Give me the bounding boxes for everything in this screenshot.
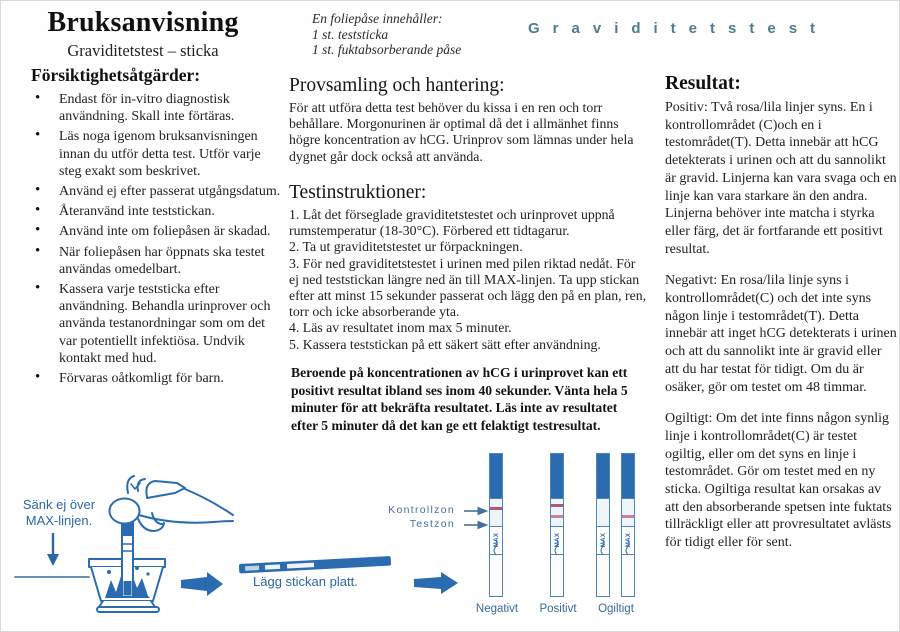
test-stick-invalid-blank <box>596 453 610 597</box>
stick-max-zone <box>622 527 634 555</box>
test-stick-positive <box>550 453 564 597</box>
max-label: MAX <box>492 532 500 548</box>
dip-instruction-label: Sänk ej över MAX-linjen. <box>22 497 96 528</box>
stick-tip <box>490 555 502 596</box>
zone-pointer-arrow-icon <box>464 508 487 529</box>
result-negative: Negativt: En rosa/lila linje syns i kontrollområdet(C) och det inte syns någon linje i testområdet(T). Detta innebär att inget hCG detekterats i urinen och att du sannolikt inte är gravid eller att du har testat för tidigt. Om du är osäker, gör om testet om 48 timmar. <box>665 273 897 395</box>
hand-illustration <box>110 476 234 531</box>
flat-stick-illustration <box>239 556 391 573</box>
flat-instruction-label: Lägg stickan platt. <box>253 574 358 589</box>
package-contents-line: En foliepåse innehåller: <box>312 11 443 26</box>
list-item: • Använd inte om foliepåsen är skadad. <box>35 222 271 240</box>
sampling-heading: Provsamling och hantering: <box>289 75 505 96</box>
package-contents-note <box>312 11 542 58</box>
bullet-icon: • <box>35 127 41 144</box>
control-line <box>490 507 502 510</box>
instruction-step: 2. Ta ut graviditetstestet ur förpackningen. <box>289 239 523 255</box>
instruction-step: 1. Låt det förseglade graviditetstestet och urinprovet uppnå rumstemperatur (18-30°C). Förbered ett tidtagarur. <box>289 207 615 239</box>
right-arrow-icon <box>181 572 223 596</box>
stick-handle <box>597 454 609 499</box>
dip-procedure-illustration <box>1 431 681 632</box>
list-item: • Läs noga igenom bruksanvisningen innan du utför detta test. Utför varje steg exakt som beskrivet. <box>35 127 261 179</box>
instruction-step: 5. Kassera teststickan på ett säkert sätt efter användning. <box>289 336 601 352</box>
list-item: • Förvaras oåtkomligt för barn. <box>35 369 224 387</box>
stick-window <box>551 499 563 527</box>
result-positive: Positiv: Två rosa/lila linjer syns. En i kontrollområdet (C)och en i testområdet(T). Detta innebär att hCG detekterats i urinen och att du sannolikt är gravid. Linjerna kan vara svaga och en linje kan vara starkare än den andra. Linjerna behöver inte matcha i styrka eller färg, det är fortfarande ett positivt resultat. <box>665 100 897 257</box>
sampling-body: För att utföra detta test behöver du kissa i en ren och torr behållare. Morgonurinen är optimal då det i allmänhet finns högre koncentration av hCG. Urinprov som lämnas under hela dygnet går dock också att använda. <box>289 100 634 164</box>
wick-squiggle-icon <box>623 540 632 554</box>
list-item: • Endast för in-vitro diagnostisk användning. Skall inte förtäras. <box>35 90 235 125</box>
test-zone-label: Testzon <box>409 518 455 530</box>
instructions-heading: Testinstruktioner: <box>289 182 427 203</box>
stick-max-zone <box>551 527 563 555</box>
bullet-icon: • <box>35 202 41 219</box>
max-label: MAX <box>553 532 561 548</box>
wick-squiggle-icon <box>598 540 607 554</box>
bullet-icon: • <box>35 182 41 199</box>
control-zone-label: Kontrollzon <box>388 504 455 516</box>
bullet-icon: • <box>35 369 41 386</box>
bullet-icon: • <box>35 90 41 106</box>
instructions-section <box>289 182 647 353</box>
bullet-icon: • <box>35 242 41 259</box>
stick-max-zone <box>490 527 502 555</box>
instruction-step: 3. För ned graviditetstestet i urinen med pilen riktad nedåt. För ej ned teststickan längre ned än till MAX-linjen. Ta upp stickan efter att minst 15 sekunder passerat och lägg den på en plan, ren, torr och icke absorberande yta. <box>289 255 647 320</box>
stick-tip <box>551 555 563 596</box>
package-contents-line: 1 st. fuktabsorberande påse <box>312 42 462 57</box>
test-line <box>551 515 563 518</box>
stick-handle <box>490 454 502 499</box>
right-arrow-icon <box>414 572 458 594</box>
timing-warning-note: Beroende på koncentrationen av hCG i urinprovet kan ett positivt resultat ibland ses inom 40 sekunder. Vänta hela 5 minuter för att bekräfta resultatet. Läs inte av resultatet efter 5 minuter då det kan ge ett felaktigt testresultat. <box>291 365 628 433</box>
title-block <box>15 7 271 61</box>
stick-result-label: Ogiltigt <box>598 603 634 615</box>
stick-result-label: Positivt <box>539 603 577 615</box>
stick-window <box>622 499 634 527</box>
control-line <box>551 504 563 507</box>
brand-wordmark: Graviditetstest <box>528 20 829 37</box>
list-item: • När foliepåsen har öppnats ska testet användas omedelbart. <box>35 242 265 277</box>
stick-result-label: Negativt <box>475 603 519 615</box>
stick-handle <box>622 454 634 499</box>
results-heading: Resultat: <box>665 73 741 94</box>
list-item: • Kassera varje teststicka efter användning. Behandla urinprover och använda testanordningar som om det var potentiellt infektiösa. Undvik kontakt med hud. <box>35 280 271 366</box>
stick-window <box>490 499 502 527</box>
stick-tip <box>622 555 634 596</box>
page-subtitle: Graviditetstest – sticka <box>67 41 219 60</box>
bullet-icon: • <box>35 280 41 297</box>
test-line <box>622 515 634 518</box>
stick-handle <box>551 454 563 499</box>
precautions-heading: Försiktighetsåtgärder: <box>31 65 201 85</box>
instruction-step: 4. Läs av resultatet inom max 5 minuter. <box>289 320 512 336</box>
test-stick-negative <box>489 453 503 597</box>
wick-squiggle-icon <box>552 540 561 554</box>
bullet-icon: • <box>35 222 41 239</box>
list-item: • Använd ej efter passerat utgångsdatum. <box>35 182 281 200</box>
precautions-section <box>31 65 283 390</box>
package-contents-line: 1 st. teststicka <box>312 26 389 42</box>
max-label: MAX <box>599 532 607 548</box>
wick-squiggle-icon <box>491 540 500 554</box>
max-label: MAX <box>624 532 632 548</box>
result-invalid: Ogiltigt: Om det inte finns någon synlig linje i kontrollområdet(C) är testet ogiltig, eller om det syns en linje i testområdet. Gör om testet med en ny sticka. Ogiltiga resultat kan orsakas av att den absorberande spetsen inte fuktats tillräckligt eller att provresultatet avlästs för tidigt eller för sent. <box>665 411 892 551</box>
sampling-section <box>289 75 645 165</box>
list-item: • Återanvänd inte teststickan. <box>35 202 215 220</box>
test-stick-invalid-testline <box>621 453 635 597</box>
stick-max-zone <box>597 527 609 555</box>
down-arrow-icon <box>47 533 59 566</box>
stick-window <box>597 499 609 527</box>
stick-tip <box>597 555 609 596</box>
page-title: Bruksanvisning <box>47 7 239 38</box>
precautions-list <box>31 91 283 387</box>
results-section <box>665 73 898 566</box>
